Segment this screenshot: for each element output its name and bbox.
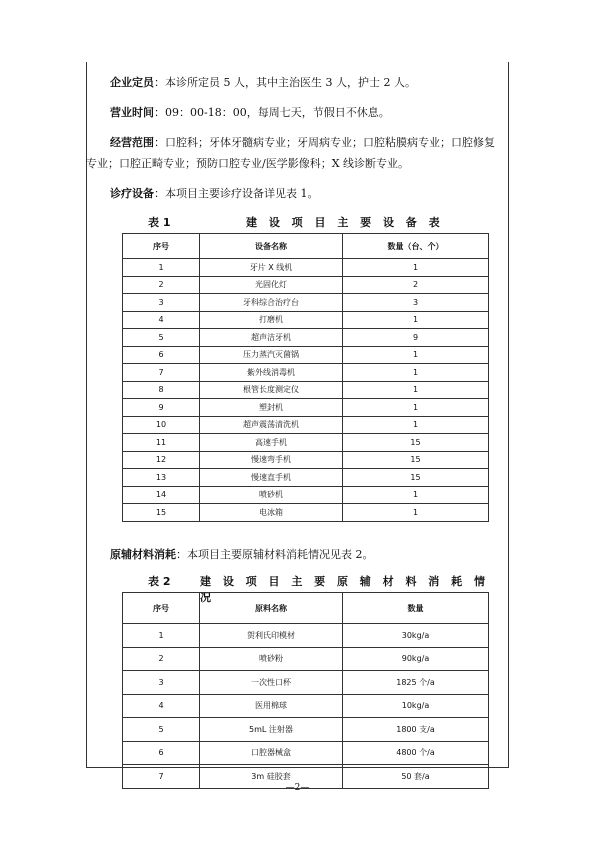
equipment-label: 诊疗设备	[110, 187, 154, 200]
staff-paragraph	[110, 72, 500, 93]
cell-name: 高速手机	[200, 434, 343, 452]
cell-index: 14	[123, 486, 200, 504]
cell-name: 打磨机	[200, 311, 343, 329]
table-row	[123, 451, 489, 469]
cell-quantity: 4800 个/a	[343, 741, 489, 765]
cell-quantity: 3	[343, 294, 489, 312]
cell-quantity: 2	[343, 276, 489, 294]
cell-index: 7	[123, 765, 200, 789]
cell-quantity: 15	[343, 469, 489, 487]
hours-paragraph	[110, 102, 500, 123]
table-row	[123, 346, 489, 364]
cell-index: 9	[123, 399, 200, 417]
cell-quantity: 50 套/a	[343, 765, 489, 789]
body-text	[86, 72, 500, 213]
cell-index: 4	[123, 694, 200, 718]
cell-index: 11	[123, 434, 200, 452]
materials-label: 原辅材料消耗	[110, 548, 176, 561]
cell-index: 6	[123, 346, 200, 364]
table-row	[123, 486, 489, 504]
table-row	[123, 718, 489, 742]
equipment-text: ：本项目主要诊疗设备详见表 1。	[154, 187, 319, 200]
cell-name: 医用棉球	[200, 694, 343, 718]
cell-quantity: 1800 支/a	[343, 718, 489, 742]
table-header-row	[123, 234, 489, 259]
table-row	[123, 624, 489, 648]
col-header-name: 设备名称	[200, 234, 343, 259]
cell-index: 6	[123, 741, 200, 765]
cell-name: 慢速直手机	[200, 469, 343, 487]
table-row	[123, 381, 489, 399]
cell-quantity: 15	[343, 451, 489, 469]
cell-name: 口腔器械盒	[200, 741, 343, 765]
equipment-paragraph	[110, 183, 500, 204]
cell-name: 贺利氏印模材	[200, 624, 343, 648]
cell-quantity: 1	[343, 259, 489, 277]
table-row	[123, 469, 489, 487]
table-row	[123, 416, 489, 434]
cell-quantity: 1	[343, 346, 489, 364]
table-row	[123, 504, 489, 522]
cell-quantity: 90kg/a	[343, 647, 489, 671]
scope-paragraph	[86, 132, 500, 174]
cell-name: 塑封机	[200, 399, 343, 417]
cell-name: 超声震荡清洗机	[200, 416, 343, 434]
cell-name: 电冰箱	[200, 504, 343, 522]
col-header-index: 序号	[123, 234, 200, 259]
hours-text: ：09：00-18：00，每周七天，节假日不休息。	[154, 106, 390, 119]
col-header-index: 序号	[123, 593, 200, 624]
materials-text: ：本项目主要原辅材料消耗情况见表 2。	[176, 548, 374, 561]
cell-name: 3m 硅胶套	[200, 765, 343, 789]
cell-name: 一次性口杯	[200, 671, 343, 695]
cell-quantity: 1	[343, 504, 489, 522]
table-row	[123, 294, 489, 312]
cell-index: 1	[123, 624, 200, 648]
cell-index: 15	[123, 504, 200, 522]
cell-name: 压力蒸汽灭菌锅	[200, 346, 343, 364]
cell-index: 2	[123, 276, 200, 294]
page-number: —2—	[285, 783, 310, 793]
cell-name: 喷砂粉	[200, 647, 343, 671]
table-header-row	[123, 593, 489, 624]
col-header-name: 原料名称	[200, 593, 343, 624]
table-row	[123, 434, 489, 452]
staff-text: ：本诊所定员 5 人，其中主治医生 3 人，护士 2 人。	[154, 76, 416, 89]
cell-quantity: 1	[343, 381, 489, 399]
cell-name: 牙科综合治疗台	[200, 294, 343, 312]
table-row	[123, 276, 489, 294]
table-row	[123, 694, 489, 718]
materials-paragraph	[110, 544, 500, 565]
table-row	[123, 741, 489, 765]
cell-index: 13	[123, 469, 200, 487]
staff-label: 企业定员	[110, 76, 154, 89]
col-header-quantity: 数量	[343, 593, 489, 624]
table1-caption-title: 建 设 项 目 主 要 设 备 表	[246, 216, 444, 229]
col-header-quantity: 数量（台、个）	[343, 234, 489, 259]
cell-quantity: 1825 个/a	[343, 671, 489, 695]
cell-name: 慢速弯手机	[200, 451, 343, 469]
cell-quantity: 15	[343, 434, 489, 452]
cell-quantity: 9	[343, 329, 489, 347]
cell-name: 牙片 X 线机	[200, 259, 343, 277]
cell-name: 5mL 注射器	[200, 718, 343, 742]
table-row	[123, 329, 489, 347]
table-row	[123, 647, 489, 671]
cell-index: 3	[123, 294, 200, 312]
cell-quantity: 1	[343, 486, 489, 504]
cell-index: 5	[123, 329, 200, 347]
table-row	[123, 259, 489, 277]
cell-index: 3	[123, 671, 200, 695]
cell-name: 根管长度测定仪	[200, 381, 343, 399]
cell-quantity: 30kg/a	[343, 624, 489, 648]
cell-quantity: 1	[343, 364, 489, 382]
cell-quantity: 1	[343, 399, 489, 417]
table1-caption	[148, 214, 478, 230]
cell-name: 紫外线消毒机	[200, 364, 343, 382]
cell-name: 超声洁牙机	[200, 329, 343, 347]
cell-quantity: 1	[343, 311, 489, 329]
table-row	[123, 671, 489, 695]
cell-quantity: 10kg/a	[343, 694, 489, 718]
cell-index: 4	[123, 311, 200, 329]
table1-caption-number: 表 1	[148, 216, 171, 229]
materials-table	[122, 592, 489, 789]
cell-index: 1	[123, 259, 200, 277]
cell-index: 8	[123, 381, 200, 399]
scope-text: ：口腔科；牙体牙髓病专业；牙周病专业；口腔粘膜病专业；口腔修复专业；口腔正畸专业；预防口腔专业/医学影像科；X 线诊断专业。	[86, 136, 495, 170]
table-row	[123, 399, 489, 417]
cell-index: 10	[123, 416, 200, 434]
hours-label: 营业时间	[110, 106, 154, 119]
table-row	[123, 311, 489, 329]
cell-index: 7	[123, 364, 200, 382]
table-row	[123, 364, 489, 382]
table2-caption-title: 建 设 项 目 主 要 原 辅 材 料 消 耗 情 况	[200, 575, 489, 604]
cell-name: 喷砂机	[200, 486, 343, 504]
scope-label: 经营范围	[110, 136, 154, 149]
table2-caption	[148, 573, 498, 604]
cell-index: 12	[123, 451, 200, 469]
table2-caption-number: 表 2	[148, 575, 171, 588]
cell-quantity: 1	[343, 416, 489, 434]
equipment-table	[122, 233, 489, 522]
cell-index: 2	[123, 647, 200, 671]
cell-index: 5	[123, 718, 200, 742]
cell-name: 光固化灯	[200, 276, 343, 294]
